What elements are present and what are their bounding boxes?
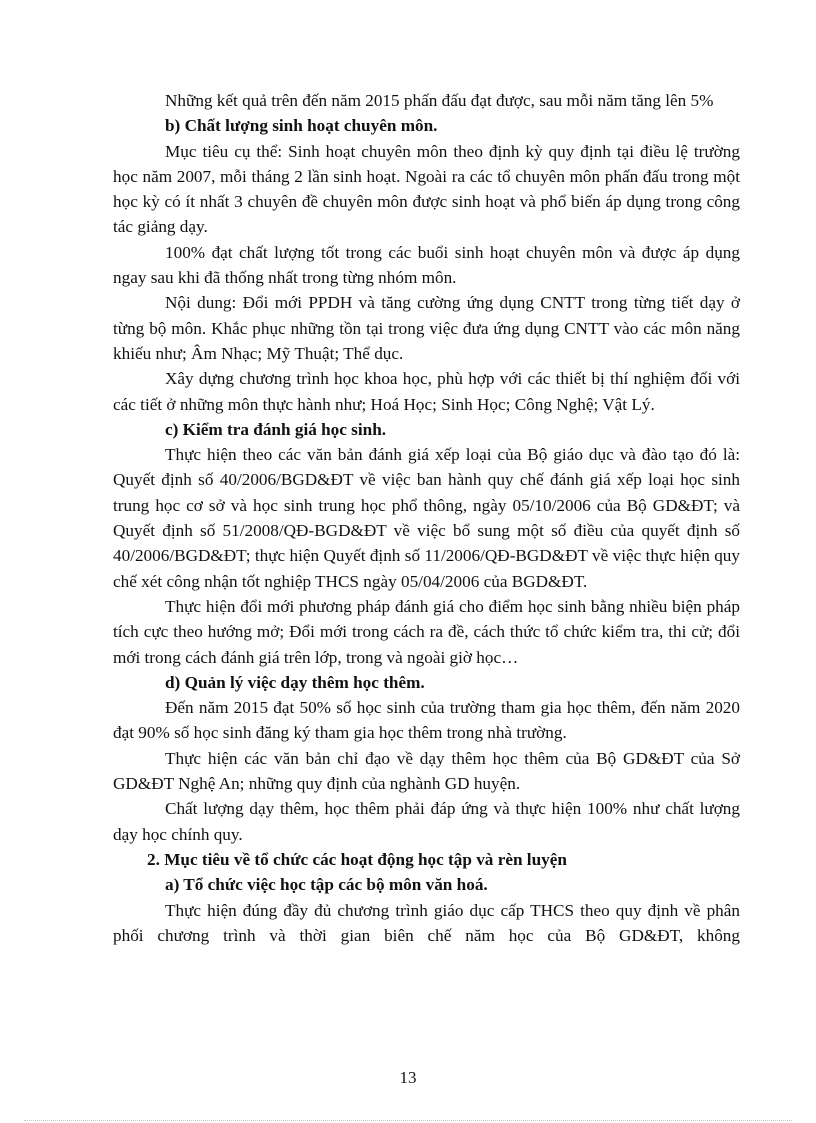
paragraph: Mục tiêu cụ thể: Sinh hoạt chuyên môn theo định kỳ quy định tại điều lệ trường học năm 2007, mỗi tháng 2 lần sinh hoạt. Ngoài ra các tổ chuyên môn phấn đấu trong một học kỳ có ít nhất 3 chuyên đề chuyên môn được sinh hoạt và phổ biến áp dụng trong công tác giảng dạy. xyxy=(113,141,740,237)
paragraph: 100% đạt chất lượng tốt trong các buổi sinh hoạt chuyên môn và được áp dụng ngay sau khi đã thống nhất trong từng nhóm môn. xyxy=(113,242,740,288)
document-body xyxy=(113,88,740,948)
section-heading: c) Kiểm tra đánh giá học sinh. xyxy=(165,419,387,439)
section-heading: b) Chất lượng sinh hoạt chuyên môn. xyxy=(165,116,438,136)
paragraph: Thực hiện đúng đầy đủ chương trình giáo dục cấp THCS theo quy định về phân phối chương trình và thời gian biên chế năm học của Bộ GD&ĐT, không xyxy=(113,900,740,945)
paragraph: Nội dung: Đổi mới PPDH và tăng cường ứng dụng CNTT trong từng tiết dạy ở từng bộ môn. Khắc phục những tồn tại trong việc đưa ứng dụng CNTT vào các môn năng khiếu như; Âm Nhạc; Mỹ Thuật; Thể dục. xyxy=(113,293,740,363)
page-bottom-divider xyxy=(24,1120,792,1121)
paragraph: Xây dựng chương trình học khoa học, phù hợp với các thiết bị thí nghiệm đối với các tiết ở những môn thực hành như; Hoá Học; Sinh Học; Công Nghệ; Vật Lý. xyxy=(113,369,740,414)
paragraph: Thực hiện đổi mới phương pháp đánh giá cho điểm học sinh bằng nhiều biện pháp tích cực theo hướng mở; Đổi mới trong cách ra đề, cách thức tổ chức kiểm tra, thi cử; đổi mới trong cách đánh giá trên lớp, trong và ngoài giờ học… xyxy=(113,596,740,667)
paragraph: Thực hiện theo các văn bản đánh giá xếp loại của Bộ giáo dục và đào tạo đó là: Quyết định số 40/2006/BGD&ĐT về việc ban hành quy chế đánh giá xếp loại học sinh trung học cơ sở và học sinh trung học phổ thông, ngày 05/10/2006 của Bộ GD&ĐT; và Quyết định số 51/2008/QĐ-BGD&ĐT về việc bổ sung một số điều của quyết định số 40/2006/BGD&ĐT; thực hiện Quyết định số 11/2006/QĐ-BGD&ĐT về việc thực hiện quy chế xét công nhận tốt nghiệp THCS ngày 05/04/2006 của BGD&ĐT. xyxy=(113,445,740,591)
paragraph: Những kết quả trên đến năm 2015 phấn đấu đạt được, sau mỗi năm tăng lên 5% xyxy=(165,91,714,110)
section-heading: d) Quản lý việc dạy thêm học thêm. xyxy=(165,672,425,692)
paragraph: Thực hiện các văn bản chỉ đạo về dạy thêm học thêm của Bộ GD&ĐT của Sở GD&ĐT Nghệ An; những quy định của nghành GD huyện. xyxy=(113,748,740,794)
paragraph: Chất lượng dạy thêm, học thêm phải đáp ứng và thực hiện 100% như chất lượng dạy học chính quy. xyxy=(113,799,740,844)
paragraph: Đến năm 2015 đạt 50% số học sinh của trường tham gia học thêm, đến năm 2020 đạt 90% số học sinh đăng ký tham gia học thêm trong nhà trường. xyxy=(113,698,740,743)
chapter-heading: 2. Mục tiêu về tổ chức các hoạt động học tập và rèn luyện xyxy=(147,849,567,869)
page-number: 13 xyxy=(399,1068,417,1087)
section-heading: a) Tổ chức việc học tập các bộ môn văn hoá. xyxy=(165,875,488,895)
